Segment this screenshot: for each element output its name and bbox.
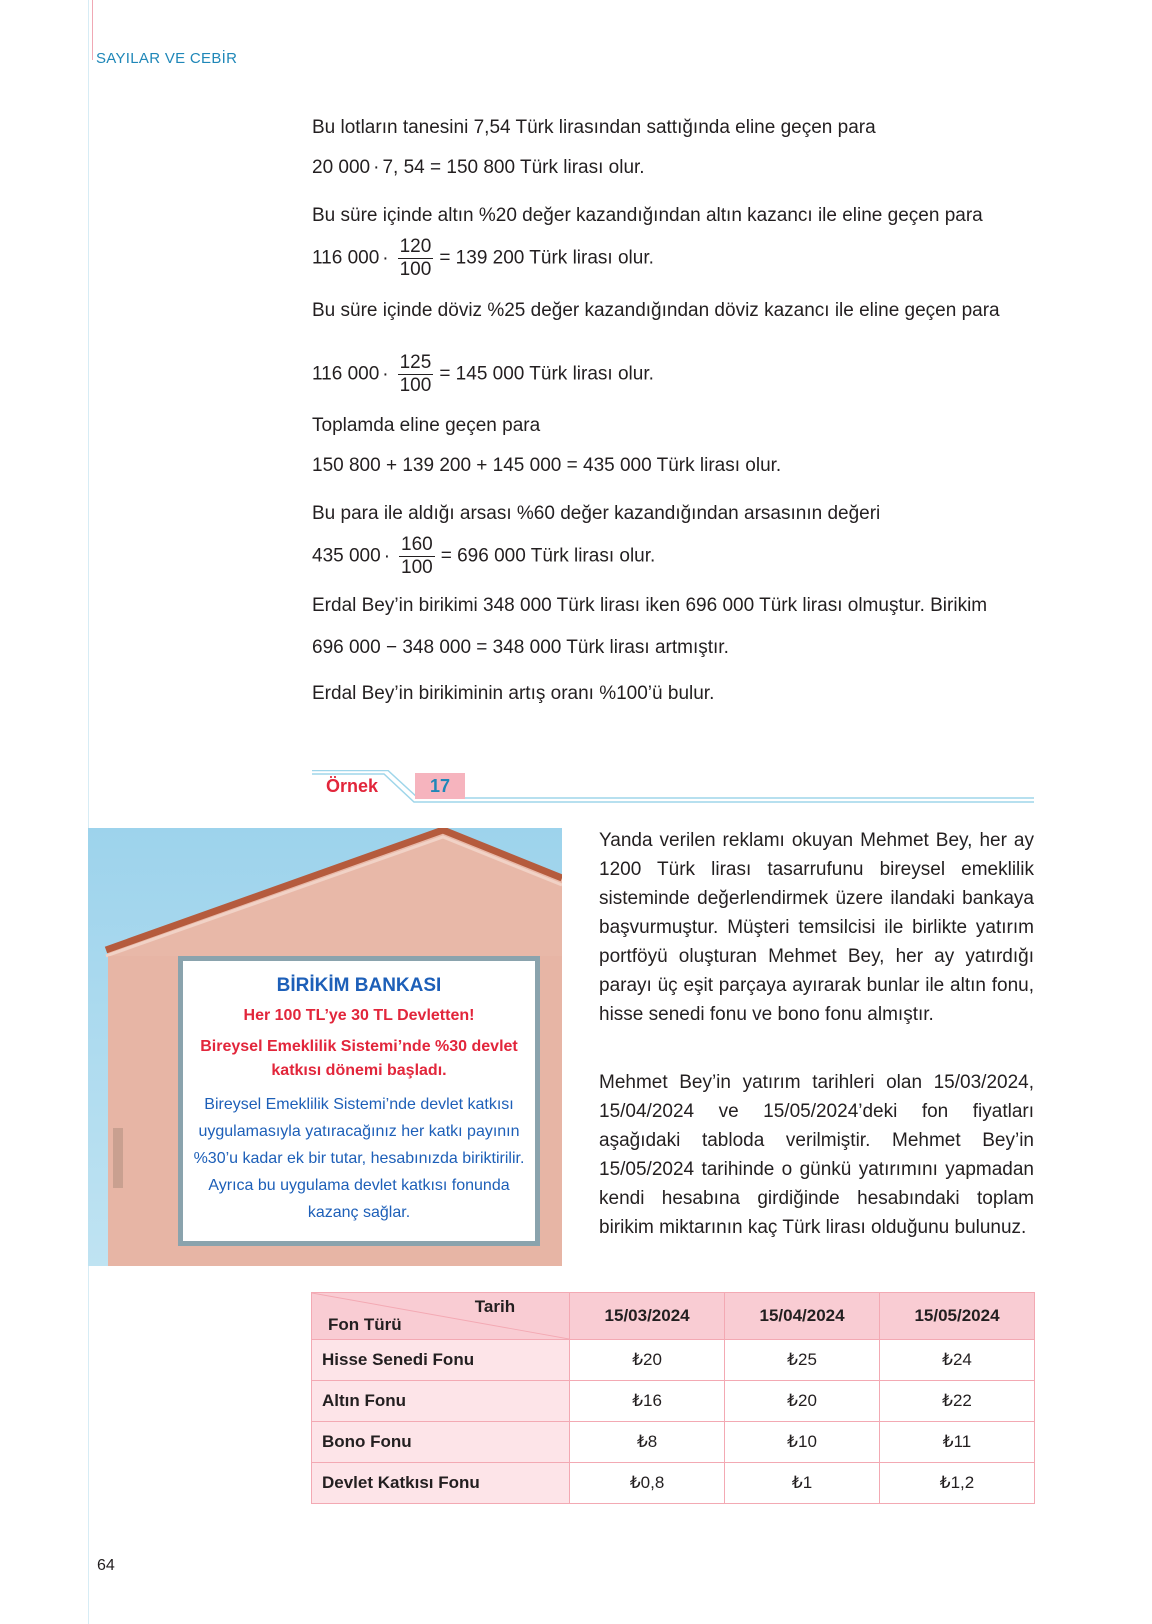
fund-name: Altın Fonu (312, 1381, 570, 1422)
table-row (312, 1463, 1035, 1504)
eq3-term-a: 116 000 (312, 363, 380, 385)
fund-name: Devlet Katkısı Fonu (312, 1463, 570, 1504)
equation-6: 696 000 − 348 000 = 348 000 Türk lirası artmıştır. (312, 637, 729, 658)
example-paragraph-1: Yanda verilen reklamı okuyan Mehmet Bey, her ay 1200 Türk lirası tasarrufunu bireysel emeklilik sisteminde değerlendirmek üzere ilandaki bankaya başvurmuştur. Müşteri temsilcisi ile birlikte yatırım portföyü oluşturan Mehmet Bey, her ay yatırdığı parayı üç eşit parçaya ayırarak bunlar ile altın fonu, hisse senedi fonu ve bono fonu almıştır. (599, 830, 1034, 1025)
solution-line-2: Bu süre içinde altın %20 değer kazandığından altın kazancı ile eline geçen para (312, 205, 983, 226)
eq1-result: = 150 800 Türk lirası olur. (430, 157, 645, 178)
eq1-term-b: 7, 54 (382, 157, 425, 178)
eq2-fraction (398, 236, 434, 281)
solution-line-7: Erdal Bey’in birikiminin artış oranı %100’ü bulur. (312, 683, 715, 704)
solution-line-5: Bu para ile aldığı arsası %60 değer kazandığından arsasının değeri (312, 503, 881, 524)
billboard (178, 956, 540, 1246)
eq3-numerator: 125 (399, 352, 432, 373)
margin-accent (92, 0, 93, 60)
fund-price: ₺0,8 (570, 1463, 725, 1504)
example-paragraph-2: Mehmet Bey’in yatırım tarihleri olan 15/03/2024, 15/04/2024 ve 15/05/2024’deki fon fiyatları aşağıdaki tabloda verilmiştir. Mehmet Bey’in 15/05/2024 tarihinde o günkü yatırımını yapmadan kendi hesabına girdiğinde hesabındaki toplam birikim miktarının kaç Türk lirası olduğunu bulunuz. (599, 1072, 1034, 1238)
billboard-slogan: Her 100 TL’ye 30 TL Devletten! (243, 1007, 475, 1024)
fund-name: Hisse Senedi Fonu (312, 1340, 570, 1381)
date-header: 15/03/2024 (570, 1293, 725, 1340)
table-row (312, 1340, 1035, 1381)
table-header-row (312, 1293, 1035, 1340)
fund-price: ₺22 (880, 1381, 1035, 1422)
solution-line-1: Bu lotların tanesini 7,54 Türk lirasından sattığında eline geçen para (312, 117, 876, 138)
equation-1: 20 000 · 7, 54 = 150 800 Türk lirası olur. (312, 157, 645, 178)
solution-line-3: Bu süre içinde döviz %25 değer kazandığından döviz kazancı ile eline geçen para (312, 300, 1000, 321)
table-row (312, 1381, 1035, 1422)
eq3-result: = 145 000 Türk lirası olur. (439, 363, 654, 385)
fund-name: Bono Fonu (312, 1422, 570, 1463)
eq2-denominator: 100 (399, 259, 432, 280)
equation-5: 435 000 · $\frac{160}{100}$ = 696 000 Türk lirası olur. (312, 534, 656, 578)
eq2-term-a: 116 000 (312, 247, 380, 269)
example-number: 17 (429, 776, 451, 796)
margin-rule (88, 0, 89, 1624)
fund-price: ₺8 (570, 1422, 725, 1463)
example-label: Örnek (326, 776, 379, 796)
eq5-result: = 696 000 Türk lirası olur. (440, 545, 656, 567)
eq5-numerator: 160 (401, 534, 433, 555)
corner-date-label: Tarih (474, 1297, 516, 1316)
eq3-denominator: 100 (399, 375, 432, 396)
corner-fund-label: Fon Türü (328, 1315, 402, 1334)
fund-price: ₺20 (570, 1340, 725, 1381)
eq2-result: = 139 200 Türk lirası olur. (439, 247, 654, 269)
fund-price: ₺10 (725, 1422, 880, 1463)
eq5-denominator: 100 (401, 557, 433, 578)
fund-price: ₺11 (880, 1422, 1035, 1463)
page-number: 64 (97, 1557, 115, 1574)
equation-4: 150 800 + 139 200 + 145 000 = 435 000 Türk lirası olur. (312, 455, 782, 476)
equation-2: 116 000 · $\frac{120}{100}$ = 139 200 Türk lirası olur. (312, 236, 654, 280)
eq1-term-a: 20 000 (312, 157, 371, 178)
eq3-fraction (398, 352, 434, 397)
billboard-title: BİRİKİM BANKASI (276, 975, 442, 996)
fund-price-table (311, 1292, 1035, 1504)
fund-price: ₺1 (725, 1463, 880, 1504)
section-header: SAYILAR VE CEBİR (96, 50, 238, 67)
date-header: 15/04/2024 (725, 1293, 880, 1340)
billboard-announcement: Bireysel Emeklilik Sistemi’nde %30 devlet katkısı dönemi başladı. (200, 1038, 518, 1079)
fund-price: ₺20 (725, 1381, 880, 1422)
equation-3: 116 000 · $\frac{125}{100}$ = 145 000 Türk lirası olur. (312, 352, 654, 396)
date-header: 15/05/2024 (880, 1293, 1035, 1340)
fund-price: ₺24 (880, 1340, 1035, 1381)
table-row (312, 1422, 1035, 1463)
eq5-term-a: 435 000 (312, 545, 381, 567)
table-corner-cell (312, 1293, 570, 1340)
solution-line-6: Erdal Bey’in birikimi 348 000 Türk lirası iken 696 000 Türk lirası olmuştur. Birikim (312, 595, 988, 616)
fund-price: ₺1,2 (880, 1463, 1035, 1504)
eq5-fraction (399, 534, 435, 579)
fund-price: ₺25 (725, 1340, 880, 1381)
example-tab (312, 770, 1034, 804)
billboard-description: Bireysel Emeklilik Sistemi’nde devlet katkısı uygulamasıyla yatıracağınız her katkı payının %30’u kadar ek bir tutar, hesabınızda biriktirilir. Ayrıca bu uygulama devlet katkısı fonunda kazanç sağlar. (193, 1096, 525, 1221)
eq2-numerator: 120 (399, 236, 432, 257)
fund-price: ₺16 (570, 1381, 725, 1422)
solution-line-4: Toplamda eline geçen para (312, 415, 541, 436)
